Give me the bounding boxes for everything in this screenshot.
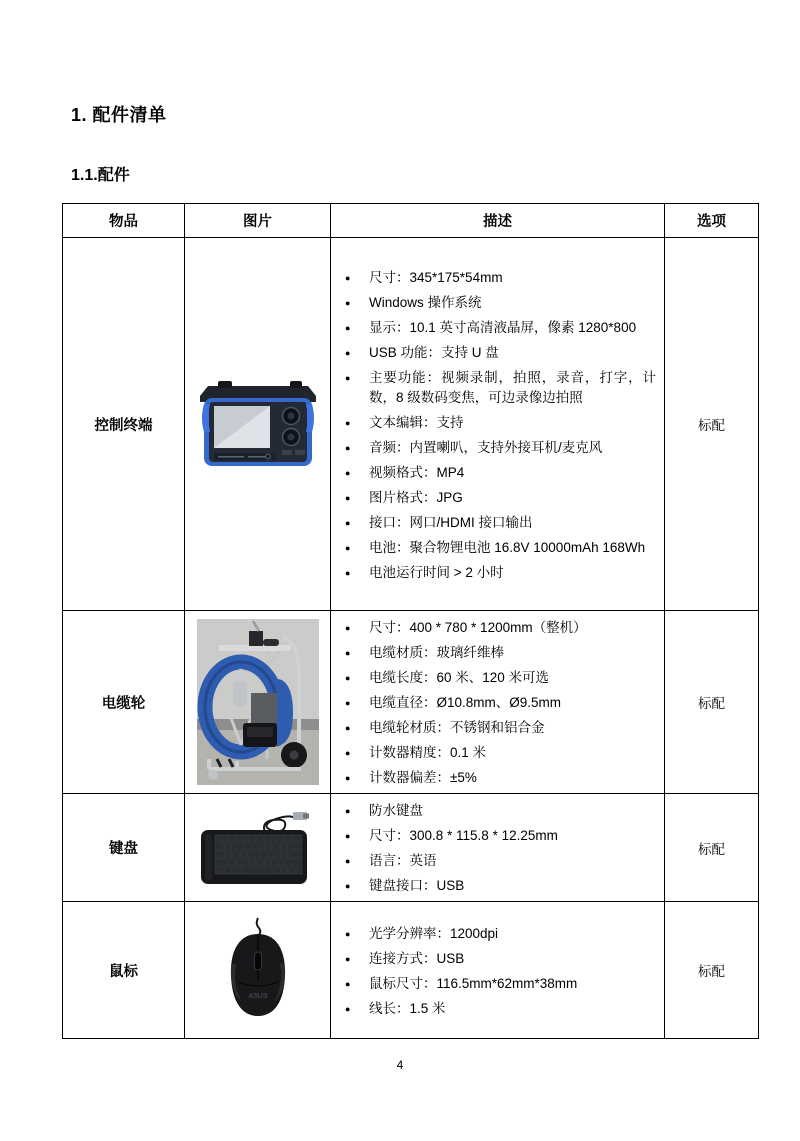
spec-item xyxy=(345,826,656,846)
item-name: 键盘 xyxy=(63,794,185,902)
spec-item xyxy=(345,768,656,788)
spec-item xyxy=(345,718,656,738)
bullet-icon: ● xyxy=(345,673,351,683)
spec-text: 尺寸：400 * 780 * 1200mm（整机） xyxy=(369,620,587,635)
bullet-icon: ● xyxy=(345,773,351,783)
section-heading: 1. 配件清单 xyxy=(71,105,167,125)
bullet-icon: ● xyxy=(345,542,351,553)
spec-text: 图片格式：JPG xyxy=(369,489,463,505)
bullet-icon: ● xyxy=(345,698,351,708)
bullet-icon: ● xyxy=(345,1003,351,1014)
spec-text: Windows 操作系统 xyxy=(369,294,482,310)
bullet-icon: ● xyxy=(345,492,351,503)
item-name: 鼠标 xyxy=(63,902,185,1039)
spec-text: 电缆长度：60 米、120 米可选 xyxy=(369,670,550,685)
spec-item xyxy=(345,268,656,288)
option-value: 标配 xyxy=(665,238,759,611)
spec-text: 主要功能：视频录制，拍照，录音，打字，计数，8 级数码变焦，可边录像边拍照 xyxy=(369,369,656,405)
spec-text: 电池运行时间 > 2 小时 xyxy=(369,564,504,580)
bullet-icon: ● xyxy=(345,881,351,891)
spec-item xyxy=(345,368,656,408)
spec-item xyxy=(345,538,656,558)
column-header-option: 选项 xyxy=(665,204,759,238)
spec-text: 电池：聚合物锂电池 16.8V 10000mAh 168Wh xyxy=(369,539,646,555)
cable-reel-photo xyxy=(197,619,319,785)
spec-item xyxy=(345,851,656,871)
mouse-logo-text: ASUS xyxy=(247,993,268,1000)
table-row-cable-reel xyxy=(63,611,759,794)
spec-text: 光学分辨率：1200dpi xyxy=(369,925,499,941)
page-number: 4 xyxy=(396,1058,404,1072)
accessories-table xyxy=(62,203,759,1039)
bullet-icon: ● xyxy=(345,723,351,733)
item-name: 电缆轮 xyxy=(63,611,185,794)
option-value: 标配 xyxy=(665,794,759,902)
spec-text: 线长：1.5 米 xyxy=(369,1000,446,1016)
spec-text: 语言：英语 xyxy=(369,853,437,868)
bullet-icon: ● xyxy=(345,648,351,658)
table-row-mouse xyxy=(63,902,759,1039)
bullet-icon: ● xyxy=(345,928,351,939)
spec-item xyxy=(345,924,656,944)
bullet-icon: ● xyxy=(345,467,351,478)
bullet-icon: ● xyxy=(345,347,351,358)
bullet-icon: ● xyxy=(345,372,351,383)
bullet-icon: ● xyxy=(345,623,351,633)
bullet-icon: ● xyxy=(345,953,351,964)
spec-list xyxy=(331,261,664,583)
spec-item xyxy=(345,513,656,533)
spec-item xyxy=(345,618,656,638)
scroll-wheel xyxy=(254,952,261,970)
spec-text: 鼠标尺寸：116.5mm*62mm*38mm xyxy=(369,975,578,991)
spec-list xyxy=(331,611,664,788)
column-header-picture: 图片 xyxy=(185,204,331,238)
spec-item xyxy=(345,876,656,896)
spec-item xyxy=(345,999,656,1019)
usb-cable xyxy=(264,816,295,832)
spec-item xyxy=(345,668,656,688)
spec-item xyxy=(345,293,656,313)
table-row-keyboard xyxy=(63,794,759,902)
spec-text: 电缆材质：玻璃纤维棒 xyxy=(369,645,504,660)
spec-text: 键盘接口：USB xyxy=(369,878,465,893)
spec-text: 电缆直径：Ø10.8mm、Ø9.5mm xyxy=(369,695,562,710)
bullet-icon: ● xyxy=(345,322,351,333)
spec-text: 计数器精度：0.1 米 xyxy=(369,745,487,760)
spec-text: 文本编辑：支持 xyxy=(369,414,464,430)
spec-item xyxy=(345,563,656,583)
spec-item xyxy=(345,974,656,994)
option-value: 标配 xyxy=(665,902,759,1039)
control-terminal-image xyxy=(194,374,322,474)
table-row-control-terminal xyxy=(63,238,759,611)
spec-item xyxy=(345,318,656,338)
column-header-description: 描述 xyxy=(331,204,665,238)
bullet-icon: ● xyxy=(345,567,351,578)
spec-list xyxy=(331,917,664,1019)
spec-text: 音频：内置喇叭，支持外接耳机/麦克风 xyxy=(369,439,603,455)
spec-item xyxy=(345,413,656,433)
spec-item xyxy=(345,801,656,821)
spec-item xyxy=(345,438,656,458)
spec-text: 尺寸：345*175*54mm xyxy=(369,269,503,285)
spec-text: 接口：网口/HDMI 接口输出 xyxy=(369,514,533,530)
bullet-icon: ● xyxy=(345,831,351,841)
spec-item xyxy=(345,343,656,363)
spec-text: USB 功能：支持 U 盘 xyxy=(369,344,499,360)
column-header-item: 物品 xyxy=(63,204,185,238)
bullet-icon: ● xyxy=(345,748,351,758)
bullet-icon: ● xyxy=(345,272,351,283)
option-value: 标配 xyxy=(665,611,759,794)
bullet-icon: ● xyxy=(345,978,351,989)
mouse-photo xyxy=(208,914,308,1026)
spec-item xyxy=(345,949,656,969)
spec-text: 视频格式：MP4 xyxy=(369,464,465,480)
mouse-cable xyxy=(256,918,260,936)
item-name: 控制终端 xyxy=(63,238,185,611)
spec-text: 电缆轮材质：不锈钢和铝合金 xyxy=(369,720,545,735)
spec-list xyxy=(331,794,664,896)
bullet-icon: ● xyxy=(345,417,351,428)
spec-text: 显示：10.1 英寸高清液晶屏，像素 1280*800 xyxy=(369,319,637,335)
subsection-heading: 1.1.配件 xyxy=(71,167,130,184)
spec-item xyxy=(345,743,656,763)
bullet-icon: ● xyxy=(345,442,351,453)
bullet-icon: ● xyxy=(345,517,351,528)
bullet-icon: ● xyxy=(345,806,351,816)
spec-item xyxy=(345,488,656,508)
table-header-row xyxy=(63,204,759,238)
spec-item xyxy=(345,463,656,483)
keyboard-photo xyxy=(195,806,321,890)
bullet-icon: ● xyxy=(345,297,351,308)
spec-text: 连接方式：USB xyxy=(369,950,465,966)
bullet-icon: ● xyxy=(345,856,351,866)
spec-text: 防水键盘 xyxy=(369,803,423,818)
spec-item xyxy=(345,693,656,713)
spec-text: 计数器偏差：±5% xyxy=(369,770,477,785)
spec-item xyxy=(345,643,656,663)
spec-text: 尺寸：300.8 * 115.8 * 12.25mm xyxy=(369,828,558,843)
